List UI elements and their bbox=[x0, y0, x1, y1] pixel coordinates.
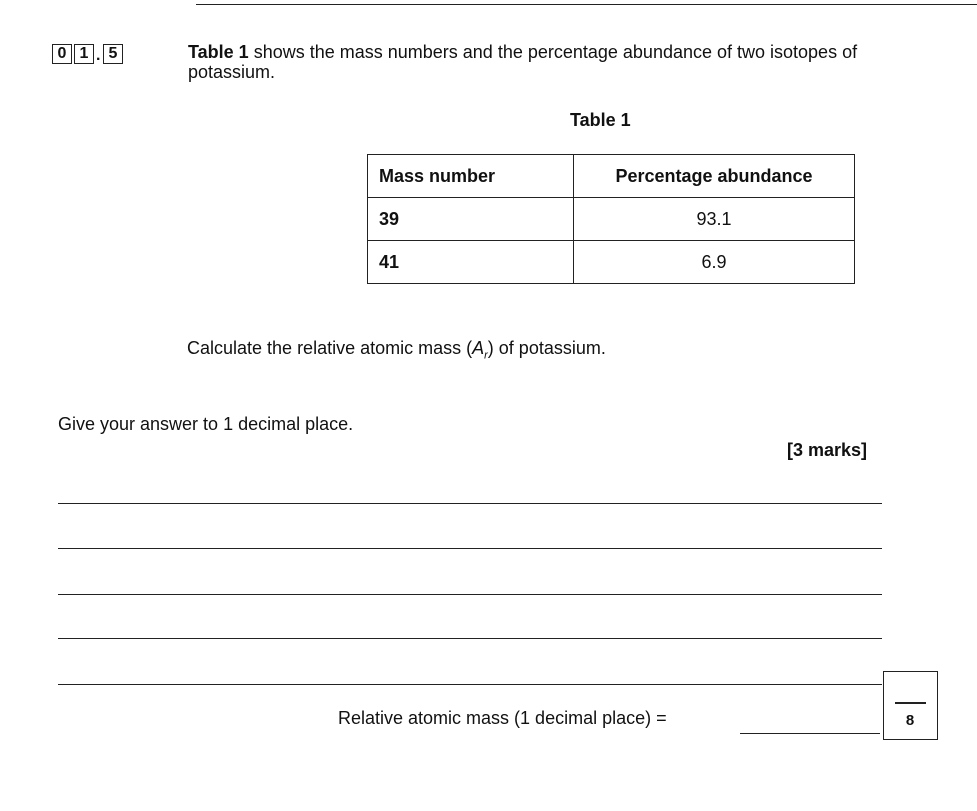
question-number-separator: . bbox=[96, 47, 101, 64]
answer-line-3[interactable] bbox=[58, 594, 882, 595]
question-number bbox=[52, 42, 125, 64]
abundance-cell: 93.1 bbox=[574, 198, 855, 241]
mass-number-cell: 39 bbox=[368, 198, 574, 241]
header-percentage-abundance: Percentage abundance bbox=[574, 155, 855, 198]
top-rule bbox=[196, 4, 977, 5]
ar-subscript: r bbox=[484, 349, 488, 362]
header-mass-number: Mass number bbox=[368, 155, 574, 198]
question-intro bbox=[188, 42, 948, 82]
calc-text-after: ) of potassium. bbox=[487, 338, 606, 358]
decimal-instruction: Give your answer to 1 decimal place. bbox=[58, 414, 354, 434]
answer-line-2[interactable] bbox=[58, 548, 882, 549]
mass-number-cell: 41 bbox=[368, 241, 574, 284]
answer-line-5[interactable] bbox=[58, 684, 882, 685]
calc-text-before: Calculate the relative atomic mass ( bbox=[187, 338, 473, 358]
intro-table-ref: Table 1 bbox=[188, 42, 249, 62]
question-number-digit-2: 1 bbox=[74, 44, 94, 64]
final-answer-blank[interactable] bbox=[740, 733, 880, 734]
table-title: Table 1 bbox=[570, 110, 631, 130]
isotope-table bbox=[367, 154, 855, 284]
final-answer-label: Relative atomic mass (1 decimal place) = bbox=[338, 708, 667, 728]
marks-total: 8 bbox=[905, 712, 915, 729]
intro-text: shows the mass numbers and the percentage abundance of two isotopes of potassium. bbox=[188, 42, 858, 82]
question-number-digit-1: 0 bbox=[52, 44, 72, 64]
ar-symbol: $A_r$ bbox=[472, 338, 488, 362]
answer-line-4[interactable] bbox=[58, 638, 882, 639]
table-row bbox=[368, 241, 855, 284]
question-number-digit-3: 5 bbox=[103, 44, 123, 64]
marks-total-box bbox=[883, 671, 938, 740]
marks-score-line bbox=[895, 702, 926, 704]
abundance-cell: 6.9 bbox=[574, 241, 855, 284]
answer-line-1[interactable] bbox=[58, 503, 882, 504]
marks-label: [3 marks] bbox=[787, 440, 868, 460]
table-header-row bbox=[368, 155, 855, 198]
table-row bbox=[368, 198, 855, 241]
calculate-instruction bbox=[187, 338, 606, 362]
